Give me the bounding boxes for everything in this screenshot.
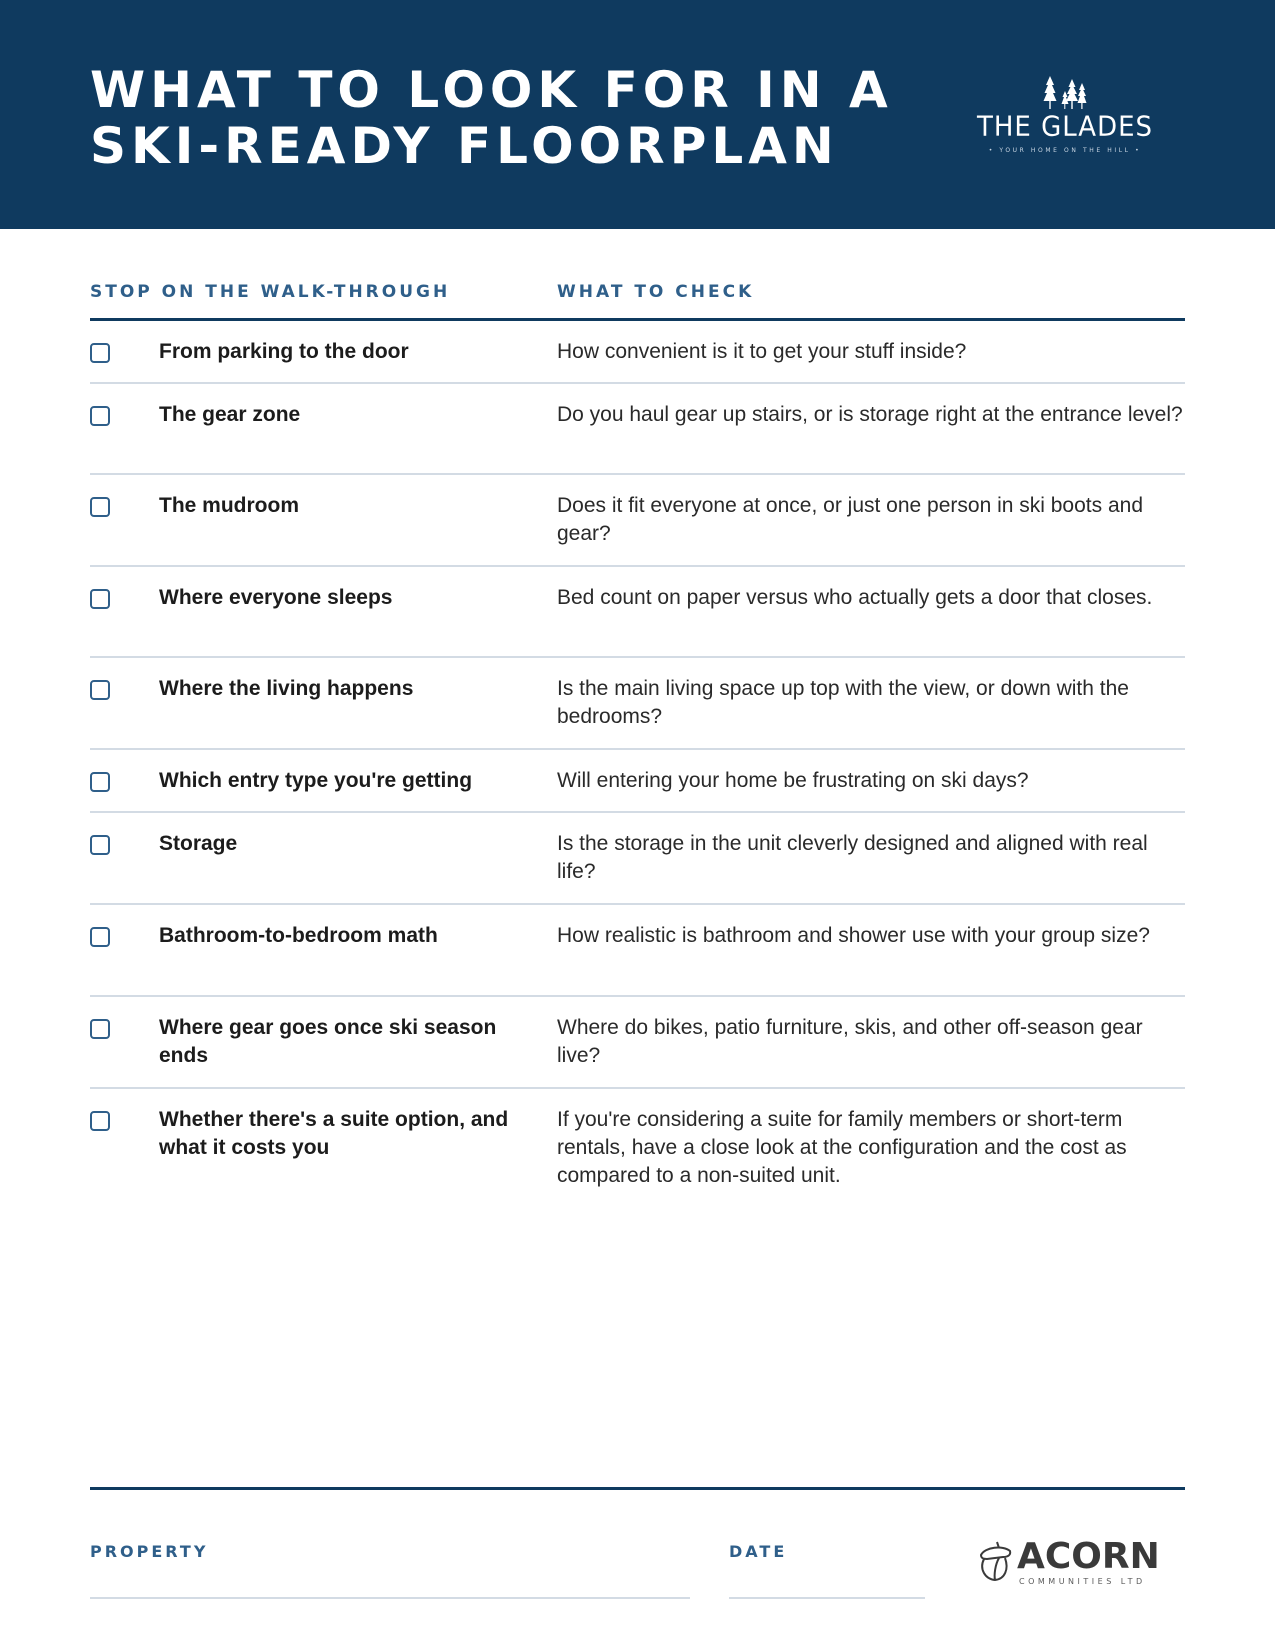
- row-stop: Where gear goes once ski season ends: [159, 1016, 497, 1067]
- row-stop: Where everyone sleeps: [159, 586, 393, 609]
- the-glades-logo: [965, 76, 1165, 166]
- row-checkbox[interactable]: [90, 835, 110, 855]
- row-stop: The gear zone: [159, 403, 301, 426]
- row-check: Does it fit everyone at once, or just one person in ski boots and gear?: [557, 494, 1144, 545]
- row-check: Do you haul gear up stairs, or is storage right at the entrance level?: [557, 403, 1183, 426]
- row-checkbox[interactable]: [90, 497, 110, 517]
- column-header-stop: STOP ON THE WALK-THROUGH: [90, 282, 451, 302]
- row-stop: Which entry type you're getting: [159, 769, 473, 792]
- acorn-communities-logo: [975, 1537, 1185, 1589]
- property-label: PROPERTY: [90, 1542, 209, 1561]
- date-label: DATE: [729, 1542, 788, 1561]
- row-checkbox[interactable]: [90, 406, 110, 426]
- table-row: [90, 997, 1185, 1089]
- row-checkbox[interactable]: [90, 1019, 110, 1039]
- title-line-1: WHAT TO LOOK FOR IN A: [90, 61, 893, 119]
- row-stop: Where the living happens: [159, 677, 414, 700]
- row-checkbox[interactable]: [90, 589, 110, 609]
- row-check: Where do bikes, patio furniture, skis, and other off-season gear live?: [557, 1016, 1143, 1067]
- the-glades-tagline: • YOUR HOME ON THE HILL •: [988, 147, 1142, 154]
- date-field-line[interactable]: [729, 1597, 925, 1599]
- table-row: [90, 813, 1185, 905]
- row-check: Is the storage in the unit cleverly designed and aligned with real life?: [557, 832, 1148, 883]
- column-header-check: WHAT TO CHECK: [557, 282, 755, 302]
- row-check: Is the main living space up top with the view, or down with the bedrooms?: [557, 677, 1129, 728]
- acorn-subtitle: COMMUNITIES LTD: [1019, 1577, 1146, 1586]
- row-stop: The mudroom: [159, 494, 299, 517]
- table-row: [90, 750, 1185, 813]
- row-checkbox[interactable]: [90, 772, 110, 792]
- pine-trees-icon: [1035, 76, 1095, 110]
- title-line-2: SKI-READY FLOORPLAN: [90, 117, 839, 175]
- header-banner: [0, 0, 1275, 229]
- row-check: How realistic is bathroom and shower use with your group size?: [557, 924, 1150, 947]
- table-header: [90, 282, 1185, 302]
- table-row: [90, 658, 1185, 750]
- table-row: [90, 905, 1185, 997]
- row-check: How convenient is it to get your stuff inside?: [557, 340, 967, 363]
- table-row: [90, 321, 1185, 384]
- table-row: [90, 475, 1185, 567]
- row-check: Will entering your home be frustrating on ski days?: [557, 769, 1029, 792]
- table-row: [90, 567, 1185, 658]
- row-stop: Storage: [159, 832, 238, 855]
- row-stop: Bathroom-to-bedroom math: [159, 924, 438, 947]
- the-glades-wordmark: THE GLADES: [976, 111, 1154, 143]
- row-checkbox[interactable]: [90, 343, 110, 363]
- property-field-line[interactable]: [90, 1597, 690, 1599]
- table-row: [90, 384, 1185, 475]
- table-row: [90, 1089, 1185, 1209]
- footer-divider: [90, 1487, 1185, 1490]
- row-stop: Whether there's a suite option, and what it costs you: [159, 1108, 509, 1159]
- row-checkbox[interactable]: [90, 927, 110, 947]
- row-checkbox[interactable]: [90, 680, 110, 700]
- acorn-icon: [975, 1539, 1015, 1583]
- row-check: If you're considering a suite for family members or short-term rentals, have a close look at the configuration and the cost as compared to a non-suited unit.: [557, 1108, 1127, 1187]
- row-stop: From parking to the door: [159, 340, 409, 363]
- checklist-table: [90, 321, 1185, 1209]
- page-title: [90, 62, 970, 174]
- row-checkbox[interactable]: [90, 1111, 110, 1131]
- acorn-wordmark: ACORN: [1017, 1536, 1160, 1577]
- row-check: Bed count on paper versus who actually gets a door that closes.: [557, 586, 1153, 609]
